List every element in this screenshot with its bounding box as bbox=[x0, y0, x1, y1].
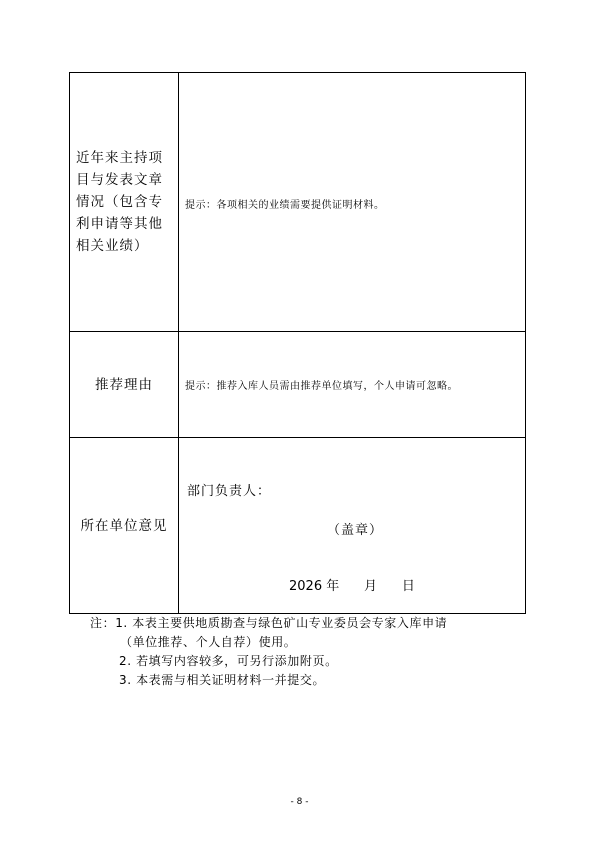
achievements-label-line: 利申请等其他 bbox=[76, 216, 163, 232]
application-form-table bbox=[69, 72, 526, 614]
achievements-label-line: 近年来主持项 bbox=[76, 150, 163, 166]
year-unit: 年 bbox=[326, 579, 340, 594]
note-line-3: 3. 本表需与相关证明材料一并提交。 bbox=[119, 673, 326, 687]
notes-section bbox=[90, 614, 447, 690]
year-value: 2026 bbox=[289, 579, 323, 594]
date-line bbox=[289, 575, 415, 594]
page-number: - 8 - bbox=[290, 797, 309, 807]
unit-opinion-input-cell[interactable] bbox=[179, 438, 526, 614]
achievements-hint: 提示：各项相关的业绩需要提供证明材料。 bbox=[185, 200, 385, 211]
day-unit: 日 bbox=[401, 579, 415, 594]
unit-opinion-label: 所在单位意见 bbox=[70, 438, 179, 614]
achievements-label-cell bbox=[70, 73, 179, 332]
achievements-label-line: 目与发表文章 bbox=[76, 172, 163, 188]
note-line-1: 注：1. 本表主要供地质勘查与绿色矿山专业委员会专家入库申请 bbox=[90, 616, 448, 630]
unit-opinion-row bbox=[70, 438, 526, 614]
recommendation-hint: 提示：推荐入库人员需由推荐单位填写，个人申请可忽略。 bbox=[185, 381, 458, 392]
recommendation-label: 推荐理由 bbox=[70, 332, 179, 438]
note-line-1-continued: （单位推荐、个人自荐）使用。 bbox=[120, 635, 297, 649]
seal-label: （盖章） bbox=[327, 523, 384, 538]
recommendation-input-cell[interactable] bbox=[179, 332, 526, 438]
recommendation-row bbox=[70, 332, 526, 438]
achievements-row bbox=[70, 73, 526, 332]
achievements-label-line: 情况（包含专 bbox=[76, 194, 163, 210]
achievements-input-cell[interactable] bbox=[179, 73, 526, 332]
department-head-label: 部门负责人： bbox=[187, 484, 272, 499]
achievements-label-line: 相关业绩） bbox=[76, 238, 149, 254]
note-line-2: 2. 若填写内容较多，可另行添加附页。 bbox=[119, 654, 338, 668]
month-unit: 月 bbox=[364, 579, 378, 594]
